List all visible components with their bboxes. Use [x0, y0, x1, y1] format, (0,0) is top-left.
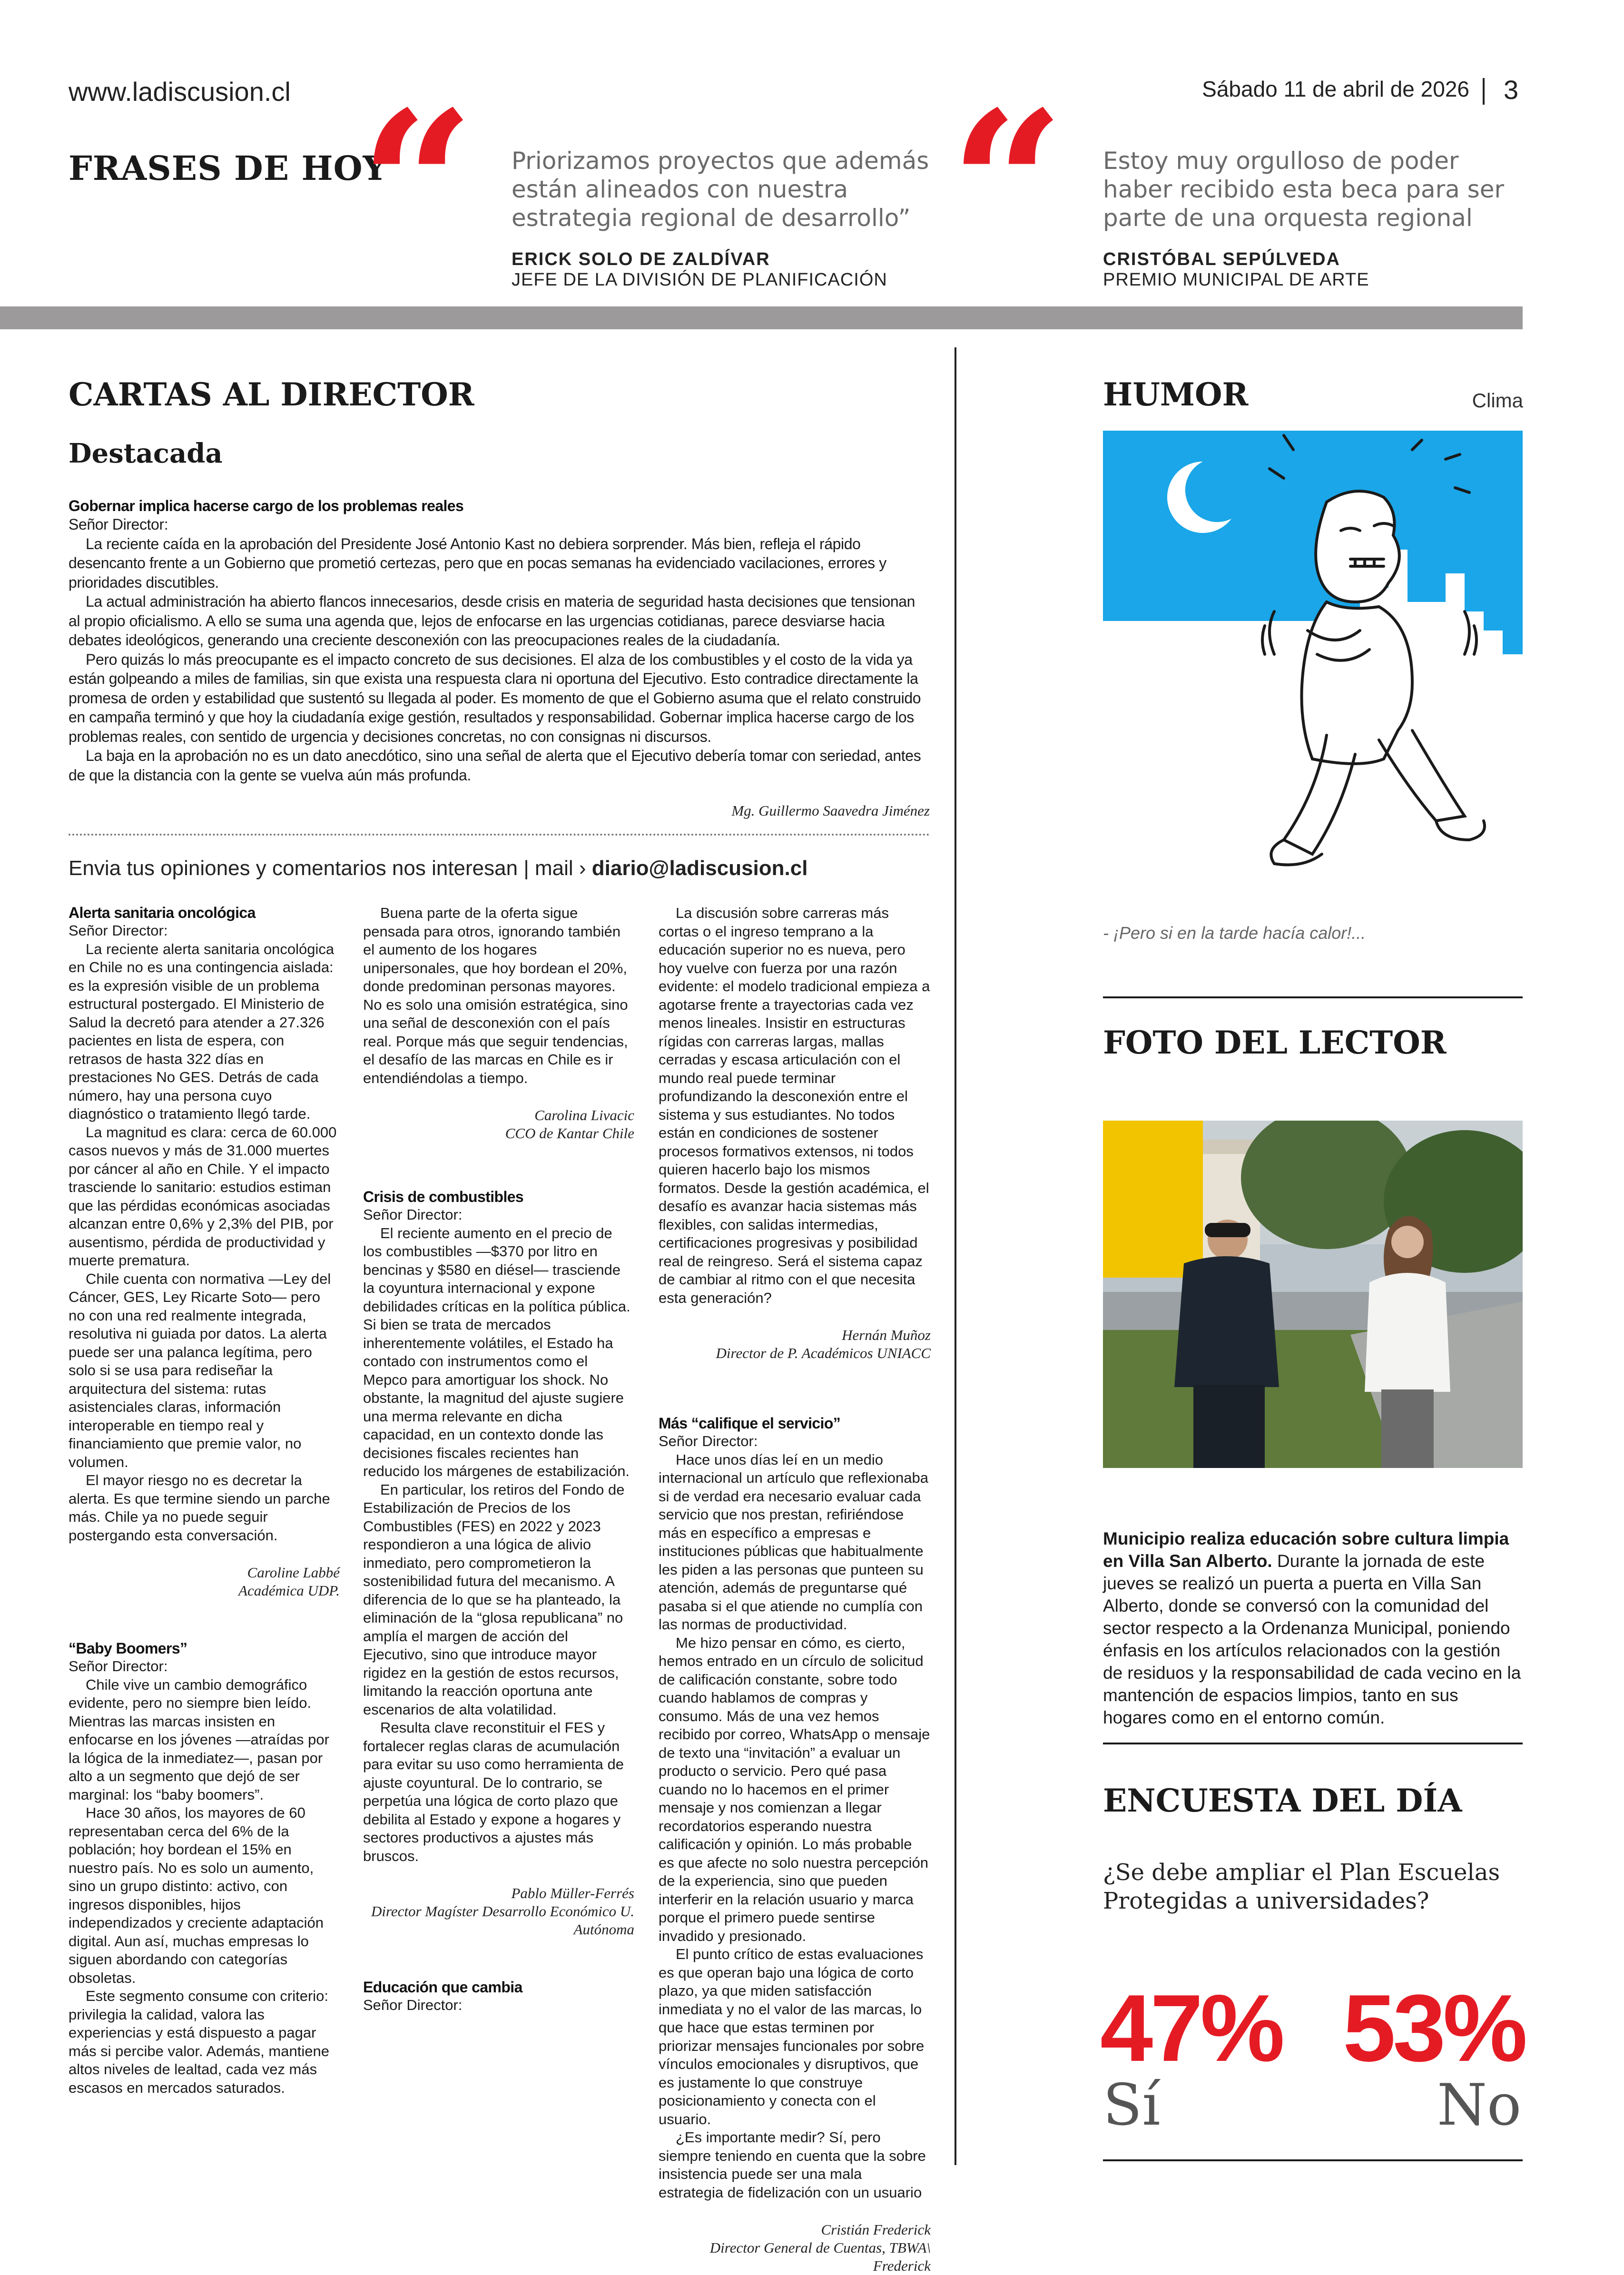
letter-signature-role: Frederick	[873, 2257, 931, 2274]
letter-paragraph: Este segmento consume con criterio: privilegia la calidad, valora las experiencias y está dispuesto a pagar más si percibe valor. Además, mantiene altos niveles de lealtad, cada vez más escasos en mercados saturados.	[69, 1988, 329, 2096]
letter-signature-name: Cristián Frederick	[821, 2221, 931, 2238]
foto-title: FOTO DEL LECTOR	[1103, 1024, 1447, 1061]
quote-1	[512, 147, 940, 290]
featured-letter	[69, 497, 930, 820]
humor-title: HUMOR	[1103, 376, 1249, 413]
featured-letter-title: Gobernar implica hacerse cargo de los problemas reales	[69, 497, 464, 514]
letter-combustibles	[363, 1188, 634, 1939]
section-rule	[1103, 996, 1523, 998]
letter-alerta	[69, 904, 340, 1600]
letter-signature-name: Caroline Labbé	[247, 1564, 340, 1581]
issue-date: Sábado 11 de abril de 2026	[1202, 77, 1469, 101]
letter-signature-role: Director Magíster Desarrollo Económico U. Autónoma	[371, 1903, 634, 1938]
letter-educacion	[363, 1979, 634, 2015]
letter-title: Educación que cambia	[363, 1979, 522, 1996]
quote-1-role: JEFE DE LA DIVISIÓN DE PLANIFICACIÓN	[512, 270, 887, 290]
photo-caption-headline: Municipio realiza educación sobre cultura limpia en Villa San Alberto.	[1103, 1529, 1509, 1571]
poll-yes-label: Sí	[1103, 2072, 1161, 2138]
humor-caption: - ¡Pero si en la tarde hacía calor!...	[1103, 923, 1366, 943]
quote-1-author: ERICK SOLO DE ZALDÍVAR	[512, 249, 770, 269]
letter-signature-role: Director de P. Académicos UNIACC	[716, 1345, 931, 1361]
featured-paragraph: La actual administración ha abierto flancos innecesarios, desde crisis en materia de seguridad hasta decisiones que tensionan al propio oficialismo. A ello se suma una agenda que, lejos de enfocarse en las urgencias cotidianas, parece desviarse hacia debates ideológicos, generando una creciente desconexión con las preocupaciones reales de la ciudadanía.	[69, 593, 915, 649]
humor-label: Clima	[1472, 389, 1523, 412]
letter-signature-name: Pablo Müller-Ferrés	[511, 1885, 634, 1901]
letter-paragraph: Buena parte de la oferta sigue pensada para otros, ignorando también el aumento de los hogares unipersonales, que hoy bordean el 20%, donde predominan personas mayores. No es solo una omisión estratégica, sino una señal de desconexión con el país real. Porque más que seguir tendencias, el desafío de las marcas en Chile es ir entendiéndolas a tiempo.	[363, 905, 628, 1086]
quote-1-text: Priorizamos proyectos que además están alineados con nuestra estrategia regional de desarrollo”	[512, 147, 929, 232]
letter-signature-role: Académica UDP.	[238, 1582, 340, 1599]
letter-paragraph: La discusión sobre carreras más cortas o el ingreso temprano a la educación superior no es nueva, pero hoy vuelve con fuerza por una razón evidente: el modelo tradicional empieza a agotarse frente a trayectorias cada vez menos lineales. Insistir en estructuras rígidas con carreras largas, mallas cerradas y escasa articulación con el mundo real puede terminar profundizando la desconexión entre el sistema y sus estudiantes. No todos están en condiciones de sostener procesos formativos extensos, ni todos quieren hacerlo bajo los mismos formatos. Desde la gestión académica, el desafío es avanzar hacia sistemas más flexibles, con salidas intermedias, certificaciones progresivas y posibilidad real de reingreso. Será el sistema capaz de cambiar al ritmo con el que necesita esta generación?	[659, 905, 930, 1306]
letter-paragraph: La magnitud es clara: cerca de 60.000 casos nuevos y más de 31.000 muertes por cáncer al año en Chile. Y el impacto trasciende lo sanitario: estudios estiman que las pérdidas económicas asociadas alcanzan entre 0,6% y 2,3% del PIB, por ausentismo, pérdida de productividad y muerte prematura.	[69, 1123, 337, 1269]
reader-photo	[1103, 1121, 1523, 1468]
quote-mark-icon: “	[950, 68, 1065, 303]
letter-salutation: Señor Director:	[69, 922, 168, 939]
section-rule	[1103, 2159, 1523, 2161]
header-divider	[1483, 78, 1485, 105]
letter-signature-name: Carolina Livacic	[534, 1107, 634, 1123]
featured-paragraph: La reciente caída en la aprobación del Presidente José Antonio Kast no debiera sorprender. Más bien, refleja el rápido desencanto frente a un Gobierno que prometió certezas, pero que en pocas semanas ha evidenciado vacilaciones, errores y prioridades discutibles.	[69, 535, 886, 591]
quote-2-role: PREMIO MUNICIPAL DE ARTE	[1103, 270, 1369, 290]
featured-paragraph: Pero quizás lo más preocupante es el impacto concreto de sus decisiones. El alza de los combustibles y el costo de la vida ya están golpeando a miles de familias, sin que exista una respuesta clara ni oportuna del Ejecutivo. Esto contradice directamente la promesa de orden y estabilidad que sustentó su llegada al poder. Es momento de que el Gobierno asuma que el relato construido en campaña terminó y que hoy la ciudadanía exige gestión, resultados y responsabilidad. Gobernar implica hacerse cargo de los problemas reales, con sentido de urgencia y decisiones concretas, no con consignas ni discursos.	[69, 650, 921, 745]
quote-2-text: Estoy muy orgulloso de poder haber recibido esta beca para ser parte de una orquesta regional	[1103, 147, 1505, 232]
letter-signature-role: CCO de Kantar Chile	[505, 1125, 634, 1142]
poll-no-label: No	[1437, 2072, 1522, 2138]
letter-paragraph: El punto crítico de estas evaluaciones es que operan bajo una lógica de corto plazo, ya que miden satisfacción inmediata y no el valor de las marcas, lo que hace que estas terminen por priorizar mensajes funcionales por sobre vínculos emocionales y disruptivos, que es justamente lo que construye posicionamiento y conecta con el usuario.	[659, 1946, 925, 2127]
dotted-divider	[69, 834, 930, 836]
page-number: 3	[1504, 75, 1519, 105]
letter-paragraph: ¿Es importante medir? Sí, pero siempre teniendo en cuenta que la sobre insistencia puede ser una mala estrategia de fidelización con un usuario	[659, 2129, 926, 2201]
letter-title: Más “califique el servicio”	[659, 1415, 841, 1432]
letters-column-1	[69, 904, 340, 2097]
letter-salutation: Señor Director:	[69, 1658, 168, 1674]
poll-no-percent: 53%	[1343, 1975, 1525, 2081]
letter-paragraph: Chile vive un cambio demográfico evidente, pero no siempre bien leído. Mientras las marcas insisten en enfocarse en los jóvenes —atraídas por la lógica de la inmediatez—, pasan por alto a un segmento que dejó de ser marginal: los “baby boomers”.	[69, 1676, 329, 1803]
letter-salutation: Señor Director:	[659, 1433, 758, 1449]
letter-paragraph: El mayor riesgo no es decretar la alerta. Es que termine siendo un parche más. Chile ya no puede seguir postergando esta conversación.	[69, 1472, 330, 1544]
letters-column-2	[363, 904, 634, 2015]
letter-paragraph: Chile cuenta con normativa —Ley del Cáncer, GES, Ley Ricarte Soto— pero no con una red realmente integrada, resolutiva ni guiada por datos. La alerta puede ser una palanca legítima, pero solo si se usa para rediseñar la arquitectura del sistema: rutas asistenciales claras, información interoperable en tiempo real y financiamiento que premie valor, no volumen.	[69, 1270, 331, 1470]
quote-mark-icon: “	[360, 68, 475, 303]
site-url[interactable]: www.ladiscusion.cl	[69, 77, 291, 107]
letter-califique	[659, 1415, 931, 2275]
letter-educacion-body	[659, 904, 931, 1307]
quote-2-author: CRISTÓBAL SEPÚLVEDA	[1103, 249, 1340, 269]
letter-baby-boomers	[69, 1640, 340, 2097]
featured-signature: Mg. Guillermo Saavedra Jiménez	[731, 802, 930, 819]
frases-title: FRASES DE HOY	[69, 148, 387, 188]
photo-caption	[1103, 1527, 1523, 1729]
letter-paragraph: Hace unos días leí en un medio internacional un artículo que reflexionaba si de verdad era necesario evaluar cada servicio que nos prestan, refiriéndose más en específico a empresas e instituciones públicas que habitualmente les piden a las personas que punteen su atención, además de preguntarse qué pasaba si el que atiende no cumplía con las normas de productividad.	[659, 1451, 928, 1633]
letter-salutation: Señor Director:	[363, 1997, 463, 2013]
section-rule	[1103, 1743, 1523, 1744]
poll-yes-percent: 47%	[1100, 1975, 1282, 2081]
contact-text: Envia tus opiniones y comentarios nos interesan | mail ›	[69, 857, 592, 880]
letter-paragraph: En particular, los retiros del Fondo de Estabilización de Precios de los Combustibles (FES) en 2022 y 2023 respondieron a una lógica de alivio inmediato, pero comprometieron la sostenibilidad futura del mecanismo. A diferencia de lo que se ha planteado, la eliminación de la “glosa republicana” no amplía el margen de acción del Ejecutivo, sino que introduce mayor rigidez en la gestión de estos recursos, limitando la reacción oportuna ante escenarios de alta volatilidad.	[363, 1481, 625, 1718]
featured-label: Destacada	[69, 438, 223, 469]
cartoon-image	[1103, 431, 1523, 906]
letter-title: Alerta sanitaria oncológica	[69, 904, 256, 921]
letter-paragraph: Me hizo pensar en cómo, es cierto, hemos entrado en un círculo de solicitud de calificación constante, sobre todo cuando hablamos de compras y consumo. Más de una vez hemos recibido por correo, WhatsApp o mensaje de texto una “invitación” a evaluar un producto o servicio. Pero qué pasa cuando no lo hacemos en el primer mensaje y nos comienzan a llegar recordatorios esperando nuestra calificación y opinión. Lo más probable es que afecte no solo nuestra percepción de la experiencia, sino que pueden interferir en la relación usuario y marca porque el primero puede sentirse invadido y presionado.	[659, 1634, 930, 1944]
cartas-title: CARTAS AL DIRECTOR	[69, 376, 474, 413]
letter-paragraph: La reciente alerta sanitaria oncológica en Chile no es una contingencia aislada: es la expresión visible de un problema estructural postergado. El Ministerio de Salud la decretó para atender a 27.326 pacientes en lista de espera, con retrasos de hasta 322 días en prestaciones No GES. Detrás de cada número, hay una persona cuyo diagnóstico o tratamiento llegó tarde.	[69, 940, 335, 1122]
letter-title: “Baby Boomers”	[69, 1640, 187, 1657]
letter-paragraph: Resulta clave reconstituir el FES y fortalecer reglas claras de acumulación para evitar su uso como herramienta de ajuste coyuntural. De lo contrario, se perpetúa una lógica de corto plazo que debilita al Estado y expone a hogares y sectores productivos a ajustes más bruscos.	[363, 1719, 624, 1864]
letter-title: Crisis de combustibles	[363, 1188, 524, 1205]
letters-column-3	[659, 904, 931, 2275]
poll-question: ¿Se debe ampliar el Plan Escuelas Protegidas a universidades?	[1103, 1859, 1500, 1914]
letter-salutation: Señor Director:	[363, 1206, 463, 1223]
contact-email-link[interactable]: diario@ladiscusion.cl	[591, 857, 808, 880]
section-divider-bar	[0, 306, 1523, 329]
contact-line	[69, 857, 807, 880]
letter-paragraph: Hace 30 años, los mayores de 60 representaban cerca del 6% de la población; hoy bordean el 15% en nuestro país. No es solo un aumento, sino un grupo distinto: activo, con ingresos disponibles, hijos independizados y creciente adaptación digital. Aun así, muchas empresas lo siguen abordando con categorías obsoletas.	[69, 1804, 324, 1986]
letter-signature-name: Hernán Muñoz	[842, 1327, 931, 1343]
letter-paragraph: El reciente aumento en el precio de los combustibles —$370 por litro en bencinas y $580 en diésel— trasciende la coyuntura internacional y expone debilidades críticas en la política pública. Si bien se trata de mercados inherentemente volátiles, el Estado ha contado con instrumentos como el Mepco para amortiguar los shock. No obstante, la magnitud del ajuste sugiere una merma relevante en dicha capacidad, en un contexto donde las decisiones fiscales recientes han reducido los márgenes de estabilización.	[363, 1224, 630, 1479]
encuesta-title: ENCUESTA DEL DÍA	[1103, 1782, 1462, 1819]
letter-continuation	[363, 904, 634, 1087]
quote-2	[1103, 147, 1522, 290]
featured-salutation: Señor Director:	[69, 516, 168, 533]
letter-signature-role: Director General de Cuentas, TBWA\	[709, 2239, 931, 2256]
column-rule	[955, 347, 956, 2165]
photo-caption-text: Durante la jornada de este jueves se realizó un puerta a puerta en Villa San Alberto, donde se conversó con la comunidad del sector respecto a la Ordenanza Municipal, poniendo énfasis en los artículos relacionados con la gestión de residuos y la responsabilidad de cada vecino en la mantención de espacios limpios, tanto en sus hogares como en el entorno común.	[1103, 1551, 1521, 1727]
featured-paragraph: La baja en la aprobación no es un dato anecdótico, sino una señal de alerta que el Ejecutivo debería tomar con seriedad, antes de que la distancia con la gente se vuelva aún más profunda.	[69, 747, 921, 784]
